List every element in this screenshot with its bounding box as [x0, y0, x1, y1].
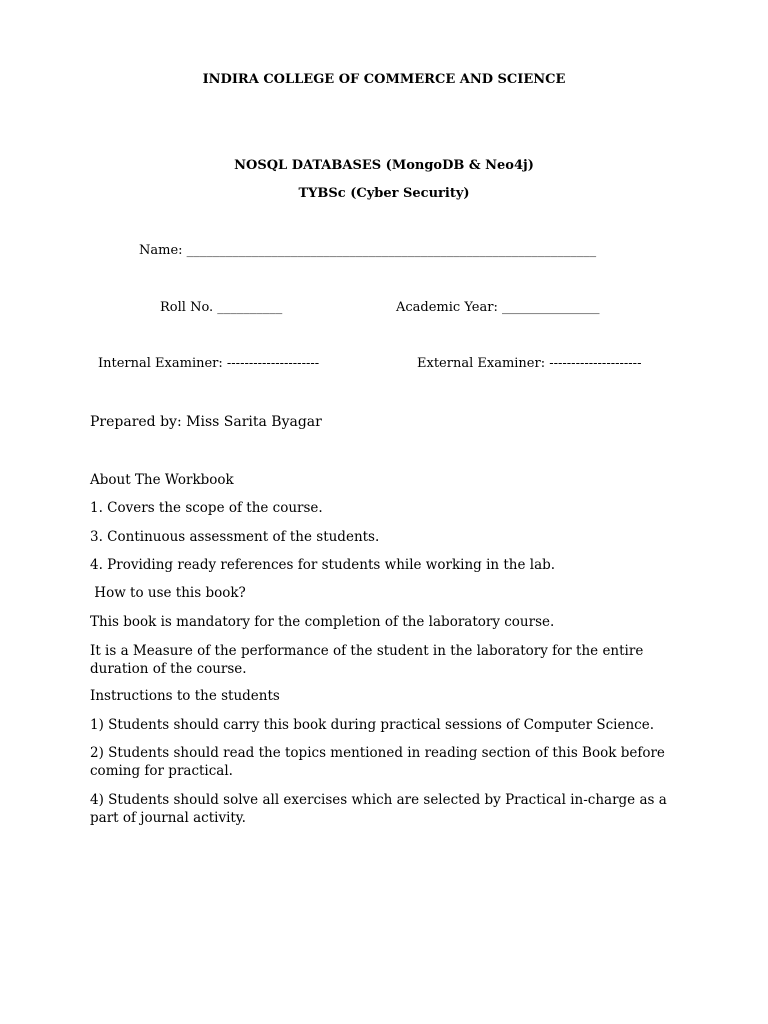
- instruction-item: 1) Students should carry this book during practical sessions of Computer Science.: [90, 717, 654, 733]
- how-to-use-heading: How to use this book?: [90, 585, 246, 601]
- class-title: TYBSc (Cyber Security): [298, 186, 470, 201]
- roll-no-field-line: Roll No. __________: [160, 300, 283, 315]
- external-examiner-line: External Examiner: ---------------------: [417, 356, 642, 371]
- academic-year-field-line: Academic Year: _______________: [396, 300, 600, 315]
- about-heading: About The Workbook: [90, 472, 234, 488]
- about-item: 4. Providing ready references for students while working in the lab.: [90, 557, 556, 573]
- about-item: 3. Continuous assessment of the students.: [90, 529, 380, 545]
- name-field-line: Name: _______________________________________________________________: [139, 243, 597, 258]
- about-item: 1. Covers the scope of the course.: [90, 500, 323, 516]
- subject-title: NOSQL DATABASES (MongoDB & Neo4j): [234, 158, 534, 173]
- how-to-use-text: This book is mandatory for the completion of the laboratory course.: [90, 614, 555, 630]
- college-title: INDIRA COLLEGE OF COMMERCE AND SCIENCE: [202, 72, 566, 87]
- instruction-item: 4) Students should solve all exercises which are selected by Practical in-charge as a part of journal activity.: [90, 792, 667, 826]
- how-to-use-text: It is a Measure of the performance of the student in the laboratory for the entire duration of the course.: [90, 643, 644, 677]
- prepared-by: Prepared by: Miss Sarita Byagar: [90, 414, 322, 430]
- internal-examiner-line: Internal Examiner: ---------------------: [98, 356, 320, 371]
- instruction-item: 2) Students should read the topics mentioned in reading section of this Book before coming for practical.: [90, 745, 665, 779]
- instructions-heading: Instructions to the students: [90, 688, 280, 704]
